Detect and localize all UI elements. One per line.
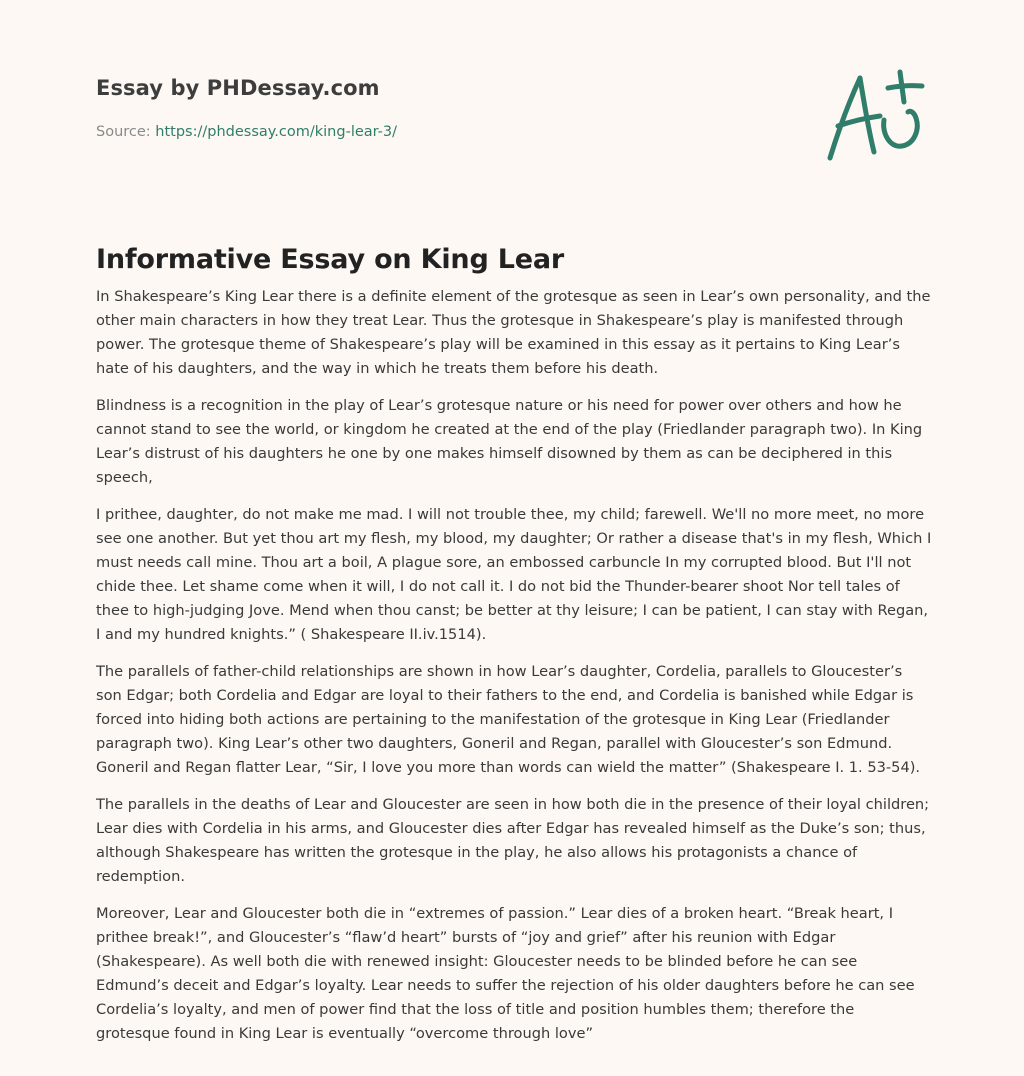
essay-paragraph: Moreover, Lear and Gloucester both die in “extremes of passion.” Lear dies of a broken heart. “Break heart, I prithee break!”, and Gloucester’s “flaw’d heart” bursts of “joy and grief” after his reunion with Edgar (Shakespeare). As well both die with renewed insight: Gloucester needs to be blinded before he can see Edmund’s deceit and Edgar’s loyalty. Lear needs to suffer the rejection of his older daughters before he can see Cordelia’s loyalty, and men of power find that the loss of title and position humbles them; therefore the grotesque found in King Lear is eventually “overcome through love”: [96, 905, 915, 1042]
essay-paragraph: Blindness is a recognition in the play of Lear’s grotesque nature or his need for power over others and how he cannot stand to see the world, or kingdom he created at the end of the play (Friedlander paragraph two). In King Lear’s distrust of his daughters he one by one makes himself disowned by them as can be deciphered in this speech,: [96, 397, 923, 486]
essay-paragraph: The parallels in the deaths of Lear and Gloucester are seen in how both die in the presence of their loyal children; Lear dies with Cordelia in his arms, and Gloucester dies after Edgar has revealed himself as the Duke’s son; thus, although Shakespeare has written the grotesque in the play, he also allows his protagonists a chance of redemption.: [96, 796, 930, 885]
a-plus-logo-icon: [824, 68, 928, 164]
source-line: [96, 124, 397, 140]
essay-paragraph: The parallels of father-child relationships are shown in how Lear’s daughter, Cordelia, parallels to Gloucester’s son Edgar; both Cordelia and Edgar are loyal to their fathers to the end, and Cordelia is banished while Edgar is forced into hiding both actions are pertaining to the manifestation of the grotesque in King Lear (Friedlander paragraph two). King Lear’s other two daughters, Goneril and Regan, parallel with Gloucester’s son Edmund. Goneril and Regan flatter Lear, “Sir, I love you more than words can wield the matter” (Shakespeare I. 1. 53-54).: [96, 663, 921, 776]
source-label: Source:: [96, 124, 151, 140]
essay-paragraph: In Shakespeare’s King Lear there is a definite element of the grotesque as seen in Lear’s own personality, and the other main characters in how they treat Lear. Thus the grotesque in Shakespeare’s play is manifested through power. The grotesque theme of Shakespeare’s play will be examined in this essay as it pertains to King Lear’s hate of his daughters, and the way in which he treats them before his death.: [96, 288, 931, 377]
essay-body: [96, 285, 932, 1059]
essay-quote-paragraph: I prithee, daughter, do not make me mad. I will not trouble thee, my child; farewell. We'll no more meet, no more see one another. But yet thou art my flesh, my blood, my daughter; Or rather a disease that's in my flesh, Which I must needs call mine. Thou art a boil, A plague sore, an embossed carbuncle In my corrupted blood. But I'll not chide thee. Let shame come when it will, I do not call it. I do not bid the Thunder-bearer shoot Nor tell tales of thee to high-judging Jove. Mend when thou canst; be better at thy leisure; I can be patient, I can stay with Regan, I and my hundred knights.” ( Shakespeare II.iv.1514).: [96, 506, 932, 643]
essay-title: Informative Essay on King Lear: [96, 244, 565, 276]
site-brand: Essay by PHDessay.com: [96, 76, 380, 100]
source-link[interactable]: https://phdessay.com/king-lear-3/: [155, 124, 398, 140]
